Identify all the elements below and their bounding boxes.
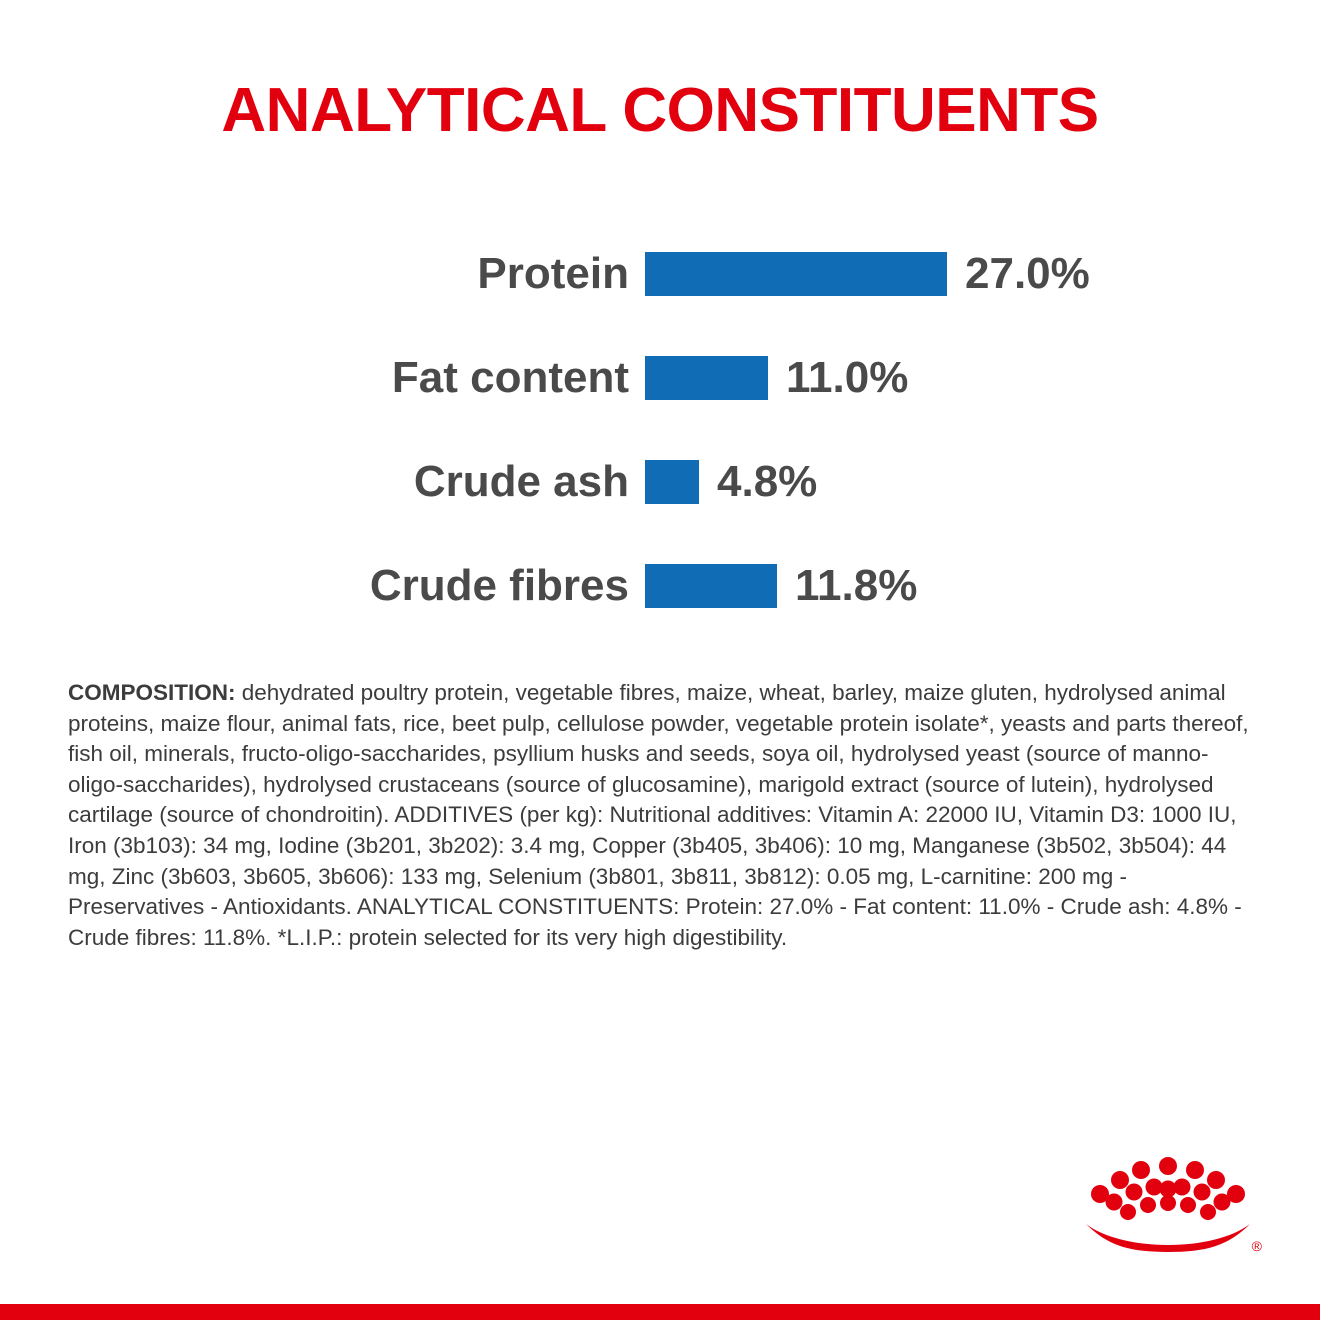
bottom-accent-bar	[0, 1304, 1320, 1320]
bar-wrap-protein	[645, 249, 1090, 299]
bar-label-protein: Protein	[477, 249, 629, 298]
chart-row-crude-ash	[0, 430, 1320, 534]
composition-text	[68, 678, 1254, 953]
composition-heading: COMPOSITION:	[68, 680, 236, 705]
chart-row-protein	[0, 222, 1320, 326]
bar-crude-fibres	[645, 564, 777, 608]
bar-label-fat-content: Fat content	[391, 353, 629, 402]
bar-wrap-fat-content	[645, 353, 908, 403]
bar-value-crude-ash: 4.8%	[717, 457, 818, 506]
royal-canin-crown-logo	[1078, 1148, 1262, 1258]
bar-label-crude-ash: Crude ash	[413, 457, 629, 506]
bar-crude-ash	[645, 460, 699, 504]
registered-trademark-symbol: ®	[1251, 1238, 1262, 1254]
bar-protein	[645, 252, 947, 296]
bar-value-protein: 27.0%	[965, 249, 1090, 298]
bar-label-crude-fibres: Crude fibres	[369, 561, 629, 610]
analytical-constituents-chart	[0, 222, 1320, 638]
bar-value-fat-content: 11.0%	[786, 353, 909, 402]
bar-wrap-crude-fibres	[645, 561, 917, 611]
bar-fat-content	[645, 356, 768, 400]
page-title: ANALYTICAL CONSTITUENTS	[221, 76, 1099, 145]
bar-value-crude-fibres: 11.8%	[795, 561, 918, 610]
chart-row-crude-fibres	[0, 534, 1320, 638]
chart-row-fat-content	[0, 326, 1320, 430]
composition-body: dehydrated poultry protein, vegetable fibres, maize, wheat, barley, maize gluten, hydrolysed animal proteins, maize flour, animal fats, rice, beet pulp, cellulose powder, vegetable protein isolate*, yeasts and parts thereof, fish oil, minerals, fructo-oligo-saccharides, psyllium husks and seeds, soya oil, hydrolysed yeast (source of manno-oligo-saccharides), hydrolysed crustaceans (source of glucosamine), marigold extract (source of lutein), hydrolysed cartilage (source of chondroitin). ADDITIVES (per kg): Nutritional additives: Vitamin A: 22000 IU, Vitamin D3: 1000 IU, Iron (3b103): 34 mg, Iodine (3b201, 3b202): 3.4 mg, Copper (3b405, 3b406): 10 mg, Manganese (3b502, 3b504): 44 mg, Zinc (3b603, 3b605, 3b606): 133 mg, Selenium (3b801, 3b811, 3b812): 0.05 mg, L-carnitine: 200 mg - Preservatives - Antioxidants. ANALYTICAL CONSTITUENTS: Protein: 27.0% - Fat content: 11.0% - Crude ash: 4.8% - Crude fibres: 11.8%. *L.I.P.: protein selected for its very high digestibility.	[68, 680, 1249, 950]
bar-wrap-crude-ash	[645, 457, 817, 507]
